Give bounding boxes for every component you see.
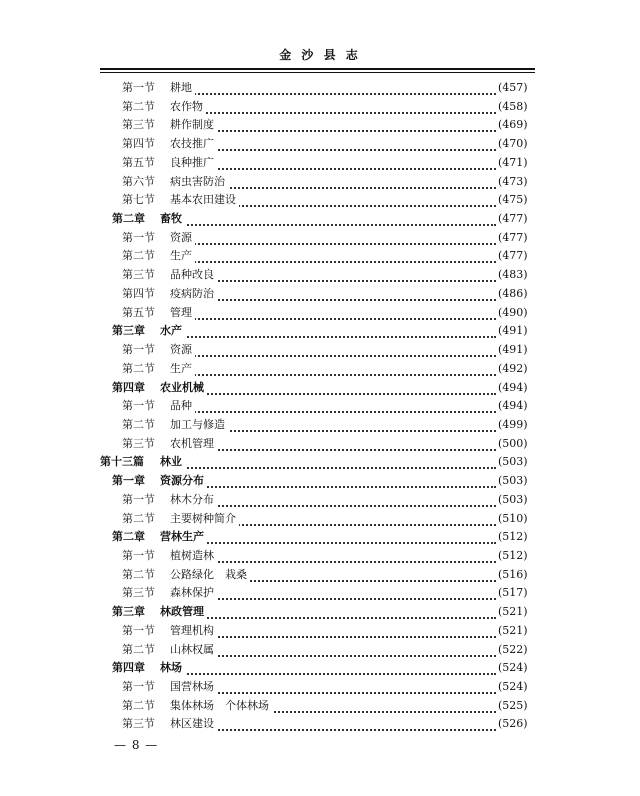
toc-entry-page: (477): [496, 210, 528, 229]
toc-entry: [0, 697, 640, 716]
toc-entry-page: (499): [496, 416, 528, 435]
toc-entry-prefix: 第一节: [122, 548, 155, 562]
toc-entry-title: 主要树种简介: [170, 510, 239, 529]
toc-entry: [0, 491, 640, 510]
toc-entry-title: 国营林场: [170, 678, 217, 697]
toc-entry-page: (503): [496, 491, 528, 510]
toc-entry-page: (469): [496, 116, 528, 135]
toc-entry-prefix: 第二节: [122, 642, 155, 656]
toc-entry-title: 农业机械: [160, 379, 207, 398]
toc-entry-page: (517): [496, 584, 528, 603]
toc-entry: [0, 453, 640, 472]
toc-entry: [0, 341, 640, 360]
toc-entry-page: (494): [496, 379, 528, 398]
toc-entry-title: 农作物: [170, 98, 206, 117]
toc-entry: [0, 191, 640, 210]
toc-entry-prefix: 第一节: [122, 230, 155, 244]
toc-entry-prefix: 第七节: [122, 193, 155, 207]
toc-entry-prefix: 第二节: [122, 511, 155, 525]
toc-entry-title: 畜牧: [160, 210, 185, 229]
toc-entry-page: (525): [496, 697, 528, 716]
toc-entry-page: (475): [496, 191, 528, 210]
toc-entry: [0, 659, 640, 678]
toc-entry-title: 植树造林: [170, 547, 217, 566]
toc-entry-prefix: 第三节: [122, 586, 155, 600]
toc-leader-dots: [190, 559, 496, 563]
toc-leader-dots: [190, 634, 496, 638]
toc-entry-page: (471): [496, 154, 528, 173]
toc-entry: [0, 322, 640, 341]
toc-leader-dots: [180, 391, 496, 395]
toc-entry: [0, 229, 640, 248]
toc-entry-prefix: 第二节: [122, 567, 155, 581]
toc-entry: [0, 603, 640, 622]
toc-leader-dots: [190, 503, 496, 507]
header-rule-thin: [100, 72, 535, 73]
toc-entry: [0, 116, 640, 135]
toc-entry-prefix: 第二节: [122, 361, 155, 375]
page-number: — 8 —: [114, 738, 159, 752]
toc-leader-dots: [180, 222, 496, 226]
toc-entry-title: 水产: [160, 322, 185, 341]
header-rule-thick: [100, 68, 535, 70]
toc-entry-page: (500): [496, 435, 528, 454]
toc-entry-title: 林场: [160, 659, 185, 678]
toc-entry-page: (473): [496, 173, 528, 192]
toc-leader-dots: [180, 334, 496, 338]
toc-entry: [0, 266, 640, 285]
toc-entry: [0, 379, 640, 398]
toc-entry-page: (491): [496, 341, 528, 360]
toc-entry-page: (457): [496, 79, 528, 98]
toc-leader-dots: [190, 185, 496, 189]
toc-entry-title: 资源: [170, 229, 195, 248]
toc-leader-dots: [190, 91, 496, 95]
toc-entry-prefix: 第四节: [122, 137, 155, 151]
toc-entry-page: (477): [496, 229, 528, 248]
toc-entry-title: 管理机构: [170, 622, 217, 641]
toc-entry-page: (521): [496, 603, 528, 622]
toc-leader-dots: [190, 128, 496, 132]
toc-entry-prefix: 第一节: [122, 492, 155, 506]
toc-entry-title: 山林权属: [170, 641, 217, 660]
toc-leader-dots: [180, 540, 496, 544]
toc-entry-page: (477): [496, 247, 528, 266]
toc-entry: [0, 416, 640, 435]
toc-entry-prefix: 第二章: [112, 212, 145, 226]
toc-entry-prefix: 第二节: [122, 417, 155, 431]
toc-entry-prefix: 第三章: [112, 324, 145, 338]
toc-entry-title: 品种: [170, 397, 195, 416]
toc-leader-dots: [190, 447, 496, 451]
toc-entry: [0, 360, 640, 379]
toc-leader-dots: [190, 428, 496, 432]
toc-entry-title: 营林生产: [160, 528, 207, 547]
toc-leader-dots: [180, 465, 496, 469]
toc-entry: [0, 622, 640, 641]
running-header: 金 沙 县 志: [279, 48, 361, 62]
toc-entry-page: (458): [496, 98, 528, 117]
toc-entry-title: 病虫害防治: [170, 173, 228, 192]
toc-entry-page: (486): [496, 285, 528, 304]
toc-entry-page: (521): [496, 622, 528, 641]
toc-leader-dots: [190, 110, 496, 114]
toc-leader-dots: [190, 727, 496, 731]
toc-entry-title: 农技推广: [170, 135, 217, 154]
toc-entry-prefix: 第三节: [122, 717, 155, 731]
toc-entry: [0, 304, 640, 323]
toc-entry-page: (490): [496, 304, 528, 323]
toc-leader-dots: [190, 409, 496, 413]
toc-entry-title: 林业: [160, 453, 185, 472]
toc-entry: [0, 135, 640, 154]
toc-entry-page: (483): [496, 266, 528, 285]
toc-entry-page: (503): [496, 453, 528, 472]
toc-entry: [0, 472, 640, 491]
toc-leader-dots: [180, 615, 496, 619]
toc-entry-title: 耕地: [170, 79, 195, 98]
toc-entry-prefix: 第四章: [112, 661, 145, 675]
toc-entry-title: 林政管理: [160, 603, 207, 622]
toc-entry-page: (494): [496, 397, 528, 416]
toc-leader-dots: [190, 596, 496, 600]
toc-leader-dots: [190, 166, 496, 170]
toc-entry: [0, 173, 640, 192]
toc-entry-title: 林区建设: [170, 715, 217, 734]
toc-entry: [0, 510, 640, 529]
toc-leader-dots: [190, 690, 496, 694]
toc-leader-dots: [190, 259, 496, 263]
toc-entry-title: 疫病防治: [170, 285, 217, 304]
toc-entry-prefix: 第一节: [122, 680, 155, 693]
toc-entry-prefix: 第六节: [122, 174, 155, 188]
toc-entry: [0, 98, 640, 117]
toc-entry-title: 农机管理: [170, 435, 217, 454]
toc-entry-title: 管理: [170, 304, 195, 323]
toc-entry-prefix: 第三节: [122, 118, 155, 132]
toc-entry-prefix: 第一节: [122, 81, 155, 94]
toc-entry-prefix: 第一节: [122, 399, 155, 413]
toc-leader-dots: [180, 671, 496, 675]
toc-entry-page: (516): [496, 566, 528, 585]
toc-entry: [0, 210, 640, 229]
toc-leader-dots: [190, 353, 496, 357]
toc-entry-title: 森林保护: [170, 584, 217, 603]
toc-entry-page: (524): [496, 659, 528, 678]
toc-entry: [0, 247, 640, 266]
toc-entry-prefix: 第二节: [122, 698, 155, 712]
toc-entry-page: (503): [496, 472, 528, 491]
toc-entry: [0, 641, 640, 660]
toc-entry: [0, 715, 640, 734]
toc-entry-prefix: 第一节: [122, 343, 155, 357]
toc-entry-prefix: 第五节: [122, 305, 155, 319]
toc-entry-title: 集体林场 个体林场: [170, 697, 272, 716]
toc-leader-dots: [190, 278, 496, 282]
toc-entry-page: (491): [496, 322, 528, 341]
toc-entry-prefix: 第三节: [122, 436, 155, 450]
toc-entry-prefix: 第四节: [122, 286, 155, 300]
toc-entry: [0, 584, 640, 603]
toc-entry-title: 基本农田建设: [170, 191, 239, 210]
toc-entry-title: 生产: [170, 247, 195, 266]
toc-entry-prefix: 第二节: [122, 249, 155, 263]
toc-entry: [0, 678, 640, 697]
toc-leader-dots: [190, 372, 496, 376]
toc-entry-title: 品种改良: [170, 266, 217, 285]
toc-entry: [0, 79, 640, 98]
toc-entry-prefix: 第五节: [122, 155, 155, 169]
toc-entry-title: 耕作制度: [170, 116, 217, 135]
toc-entry-prefix: 第二节: [122, 99, 155, 113]
table-of-contents: [0, 79, 640, 734]
toc-entry: [0, 397, 640, 416]
toc-entry-page: (492): [496, 360, 528, 379]
toc-leader-dots: [190, 297, 496, 301]
toc-entry: [0, 285, 640, 304]
toc-entry-title: 良种推广: [170, 154, 217, 173]
toc-entry-prefix: 第四章: [112, 380, 145, 394]
toc-entry-prefix: 第二章: [112, 530, 145, 544]
toc-leader-dots: [190, 241, 496, 245]
toc-entry: [0, 566, 640, 585]
toc-entry: [0, 435, 640, 454]
toc-entry-page: (470): [496, 135, 528, 154]
toc-entry: [0, 154, 640, 173]
toc-entry-title: 林木分布: [170, 491, 217, 510]
toc-entry-page: (512): [496, 528, 528, 547]
toc-leader-dots: [180, 484, 496, 488]
toc-entry-page: (512): [496, 547, 528, 566]
toc-leader-dots: [190, 653, 496, 657]
toc-entry-title: 资源分布: [160, 472, 207, 491]
toc-entry-prefix: 第十三篇: [100, 455, 144, 469]
toc-entry-page: (510): [496, 510, 528, 529]
toc-entry-page: (526): [496, 715, 528, 734]
toc-entry-title: 加工与修造: [170, 416, 228, 435]
toc-entry-prefix: 第三章: [112, 605, 145, 619]
toc-entry-title: 资源: [170, 341, 195, 360]
toc-entry-page: (524): [496, 678, 528, 697]
toc-entry-title: 生产: [170, 360, 195, 379]
toc-entry: [0, 547, 640, 566]
toc-entry-prefix: 第一章: [112, 474, 145, 488]
toc-entry-title: 公路绿化 栽桑: [170, 566, 250, 585]
toc-entry-prefix: 第一节: [122, 623, 155, 637]
toc-entry-prefix: 第三节: [122, 268, 155, 282]
toc-entry: [0, 528, 640, 547]
toc-leader-dots: [190, 147, 496, 151]
toc-leader-dots: [190, 316, 496, 320]
toc-entry-page: (522): [496, 641, 528, 660]
